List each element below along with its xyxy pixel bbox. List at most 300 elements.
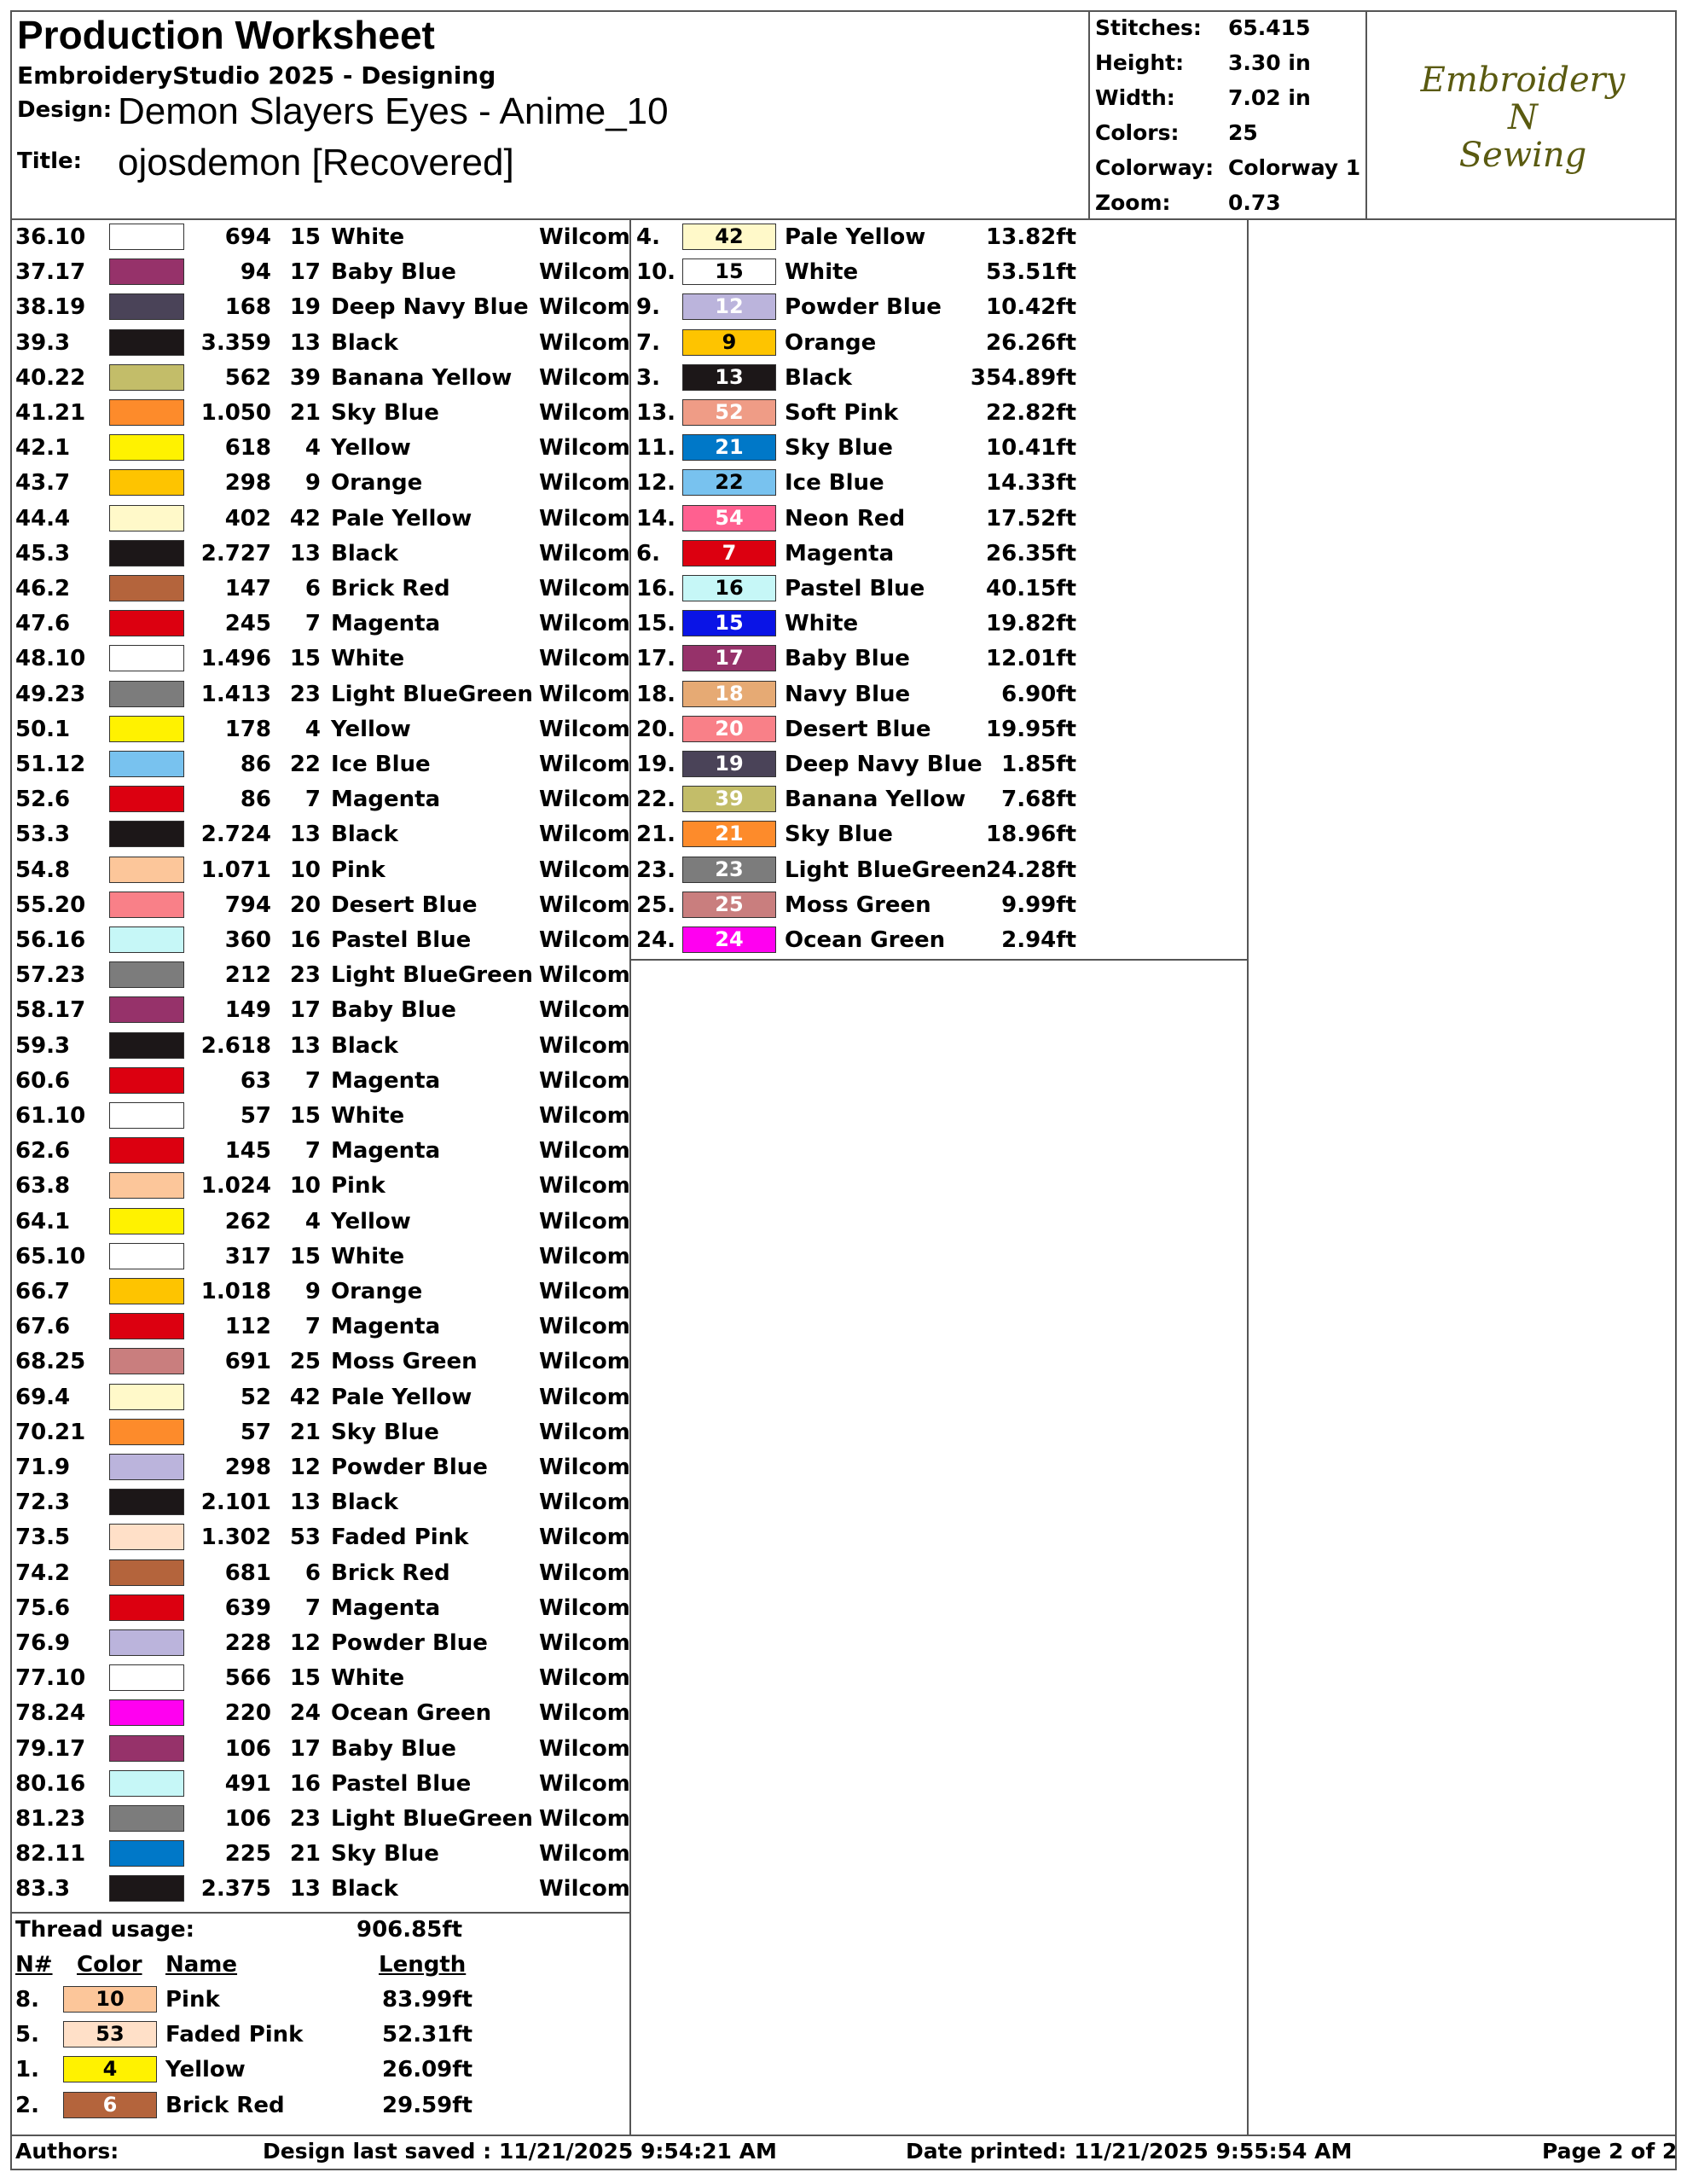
thread-brand: Wilcom (539, 1349, 630, 1375)
thread-code: 42 (289, 505, 321, 531)
usage-index: 20. (636, 716, 676, 742)
usage-color-swatch: 12 (682, 293, 776, 320)
color-swatch (109, 1805, 184, 1832)
usage-thread-name: Yellow (165, 2057, 246, 2083)
thread-usage-row (636, 431, 1247, 466)
thread-code: 10 (289, 1173, 321, 1199)
sequence-row (15, 220, 629, 255)
seq-number: 52. (15, 787, 55, 813)
color-swatch (109, 1664, 184, 1691)
thread-brand: Wilcom (539, 646, 630, 672)
usage-index: 5. (15, 2022, 39, 2048)
thread-usage-row (15, 1983, 629, 2018)
color-swatch (109, 1172, 184, 1199)
thread-usage-row (636, 255, 1247, 290)
thread-code: 39 (289, 364, 321, 391)
seq-number: 63. (15, 1173, 55, 1199)
thread-code: 7 (304, 1067, 321, 1094)
thread-code: 12 (289, 1630, 321, 1656)
needle-number: 22 (55, 364, 86, 391)
thread-brand: Wilcom (539, 1103, 630, 1129)
thread-brand: Wilcom (539, 1876, 630, 1902)
thread-code: 15 (289, 1665, 321, 1692)
needle-number: 17 (55, 259, 86, 286)
seq-number: 42. (15, 435, 55, 462)
seq-number: 57. (15, 962, 55, 989)
thread-brand: Wilcom (539, 787, 630, 813)
color-swatch (109, 1524, 184, 1550)
thread-code: 21 (289, 1419, 321, 1445)
seq-number: 61. (15, 1103, 55, 1129)
usage-index: 25. (636, 892, 676, 918)
color-swatch (109, 1102, 184, 1129)
color-swatch (109, 751, 184, 777)
sequence-row (15, 431, 629, 466)
thread-code: 4 (304, 716, 321, 742)
usage-length: 52.31ft (382, 2022, 472, 2048)
color-swatch (109, 399, 184, 426)
thread-name: Pale Yellow (331, 505, 472, 531)
stitch-count: 147 (224, 576, 271, 601)
seq-number: 55. (15, 892, 55, 918)
color-swatch (109, 364, 184, 391)
color-swatch (109, 1137, 184, 1164)
stitch-count: 298 (224, 1455, 271, 1480)
needle-number: 3 (55, 1032, 71, 1059)
usage-length: 29.59ft (382, 2092, 472, 2118)
thread-usage-row (636, 642, 1247, 677)
color-swatch (109, 1313, 184, 1339)
stitch-count: 1.024 (200, 1173, 271, 1199)
thread-usage-row (636, 607, 1247, 642)
sequence-row (15, 255, 629, 290)
title-value: ojosdemon [Recovered] (118, 142, 514, 183)
usage-thread-name: Magenta (785, 540, 895, 566)
seq-number: 73. (15, 1525, 55, 1551)
thread-code: 19 (289, 294, 321, 321)
usage-thread-name: White (785, 611, 859, 637)
color-swatch (109, 961, 184, 988)
usage-length: 18.96ft (986, 822, 1076, 848)
usage-index: 6. (636, 540, 660, 566)
thread-name: White (331, 1103, 405, 1129)
usage-thread-name: Pale Yellow (785, 224, 926, 250)
usage-index: 12. (636, 470, 676, 497)
needle-number: 5 (55, 1525, 71, 1551)
thread-code: 15 (289, 1243, 321, 1269)
needle-number: 12 (55, 752, 86, 777)
color-swatch (109, 857, 184, 883)
sequence-row (15, 1064, 629, 1099)
usage-length: 24.28ft (986, 857, 1076, 883)
needle-number: 2 (55, 576, 71, 601)
thread-code: 42 (289, 1384, 321, 1410)
thread-name: Baby Blue (331, 259, 456, 286)
thread-usage-row (636, 888, 1247, 923)
color-swatch (109, 329, 184, 356)
color-swatch (109, 1348, 184, 1374)
sequence-row (15, 1767, 629, 1802)
thread-code: 24 (289, 1700, 321, 1727)
stitch-count: 106 (224, 1735, 271, 1762)
color-swatch (109, 293, 184, 320)
thread-brand: Wilcom (539, 1525, 630, 1551)
last-saved: Design last saved : 11/21/2025 9:54:21 AM (263, 2139, 777, 2164)
sequence-row (15, 782, 629, 817)
stitch-count: 2.724 (200, 822, 271, 848)
sequence-row (15, 1205, 629, 1240)
seq-number: 65. (15, 1243, 55, 1269)
thread-name: Ice Blue (331, 752, 431, 777)
thread-code: 7 (304, 787, 321, 813)
thread-code: 13 (289, 1490, 321, 1516)
stitch-count: 2.375 (200, 1876, 271, 1902)
thread-brand: Wilcom (539, 1455, 630, 1480)
sequence-row (15, 1696, 629, 1731)
thread-code: 9 (304, 470, 321, 497)
thread-code: 16 (289, 927, 321, 953)
needle-number: 7 (55, 470, 71, 497)
needle-number: 23 (55, 1806, 86, 1832)
thread-code: 17 (289, 997, 321, 1024)
thread-code: 20 (289, 892, 321, 918)
thread-code: 15 (289, 646, 321, 672)
needle-number: 3 (55, 540, 71, 566)
thread-usage-row (636, 361, 1247, 396)
page-title: Production Worksheet (17, 13, 435, 57)
usage-length: 12.01ft (986, 646, 1076, 672)
sequence-row (15, 326, 629, 361)
usage-thread-name: Baby Blue (785, 646, 910, 672)
usage-thread-name: Neon Red (785, 505, 906, 531)
thread-usage-row (636, 326, 1247, 361)
usage-thread-name: Faded Pink (165, 2022, 304, 2048)
seq-number: 79. (15, 1735, 55, 1762)
stitch-count: 681 (224, 1560, 271, 1586)
stitch-count: 317 (224, 1243, 271, 1269)
thread-name: Magenta (331, 787, 441, 813)
stitch-count: 112 (224, 1314, 271, 1340)
thread-name: Magenta (331, 1067, 441, 1094)
color-swatch (109, 996, 184, 1023)
thread-usage-row (636, 782, 1247, 817)
thread-usage-row (636, 537, 1247, 572)
needle-number: 7 (55, 1279, 71, 1304)
seq-number: 36. (15, 224, 55, 250)
needle-number: 9 (55, 1630, 71, 1656)
thread-code: 7 (304, 1594, 321, 1621)
thread-name: Black (331, 540, 398, 566)
usage-thread-name: Soft Pink (785, 400, 899, 426)
sequence-row (15, 1169, 629, 1204)
usage-color-swatch: 16 (682, 575, 776, 601)
needle-number: 10 (55, 224, 86, 250)
sequence-row (15, 1556, 629, 1591)
usage-length: 53.51ft (986, 259, 1076, 286)
stitch-count: 1.071 (200, 857, 271, 883)
thread-code: 17 (289, 1735, 321, 1762)
sequence-row (15, 817, 629, 852)
sequence-row (15, 1732, 629, 1767)
seq-number: 54. (15, 857, 55, 883)
thread-brand: Wilcom (539, 1138, 630, 1165)
stitch-count: 1.302 (200, 1525, 271, 1551)
thread-usage-row (636, 502, 1247, 537)
needle-number: 4 (55, 505, 71, 531)
seq-number: 69. (15, 1384, 55, 1410)
needle-number: 8 (55, 1173, 71, 1199)
usage-color-swatch: 15 (682, 258, 776, 285)
thread-code: 16 (289, 1770, 321, 1797)
thread-name: White (331, 1243, 405, 1269)
thread-name: Yellow (331, 716, 411, 742)
thread-brand: Wilcom (539, 611, 630, 637)
needle-number: 20 (55, 892, 86, 918)
color-swatch (109, 469, 184, 496)
thread-name: Pink (331, 1173, 386, 1199)
seq-number: 45. (15, 540, 55, 566)
thread-brand: Wilcom (539, 364, 630, 391)
sequence-row (15, 361, 629, 396)
thread-brand: Wilcom (539, 857, 630, 883)
seq-number: 68. (15, 1349, 55, 1375)
sequence-row (15, 1240, 629, 1275)
software-label: EmbroideryStudio 2025 - Designing (17, 61, 496, 90)
usage-index: 4. (636, 224, 660, 250)
sequence-row (15, 712, 629, 747)
seq-number: 51. (15, 752, 55, 777)
usage-index: 10. (636, 259, 676, 286)
thread-brand: Wilcom (539, 1067, 630, 1094)
seq-number: 38. (15, 294, 55, 321)
stitch-count: 86 (240, 787, 271, 813)
thread-usage-row (15, 2053, 629, 2088)
color-swatch (109, 575, 184, 601)
stitch-count: 228 (224, 1630, 271, 1656)
thread-brand: Wilcom (539, 1384, 630, 1410)
thread-brand: Wilcom (539, 505, 630, 531)
needle-number: 3 (55, 1876, 71, 1902)
sequence-row (15, 993, 629, 1028)
usage-color-swatch: 39 (682, 786, 776, 812)
stitch-count: 2.727 (200, 540, 271, 566)
usage-thread-name: Black (785, 364, 852, 391)
needle-number: 16 (55, 1770, 86, 1797)
usage-index: 3. (636, 364, 660, 391)
needle-number: 6 (55, 1067, 71, 1094)
usage-length: 10.41ft (986, 435, 1076, 462)
usage-index: 14. (636, 505, 676, 531)
thread-code: 6 (304, 1560, 321, 1586)
thread-brand: Wilcom (539, 329, 630, 356)
thread-name: Black (331, 1876, 398, 1902)
thread-name: Magenta (331, 1314, 441, 1340)
usage-index: 16. (636, 576, 676, 601)
thread-brand: Wilcom (539, 752, 630, 777)
stitch-count: 1.018 (200, 1279, 271, 1304)
thread-name: Black (331, 1490, 398, 1516)
seq-number: 53. (15, 822, 55, 848)
logo (1365, 10, 1678, 218)
thread-name: Baby Blue (331, 997, 456, 1024)
usage-color-swatch: 21 (682, 821, 776, 847)
sequence-row (15, 1450, 629, 1485)
column-divider-2 (1247, 218, 1249, 2136)
seq-number: 48. (15, 646, 55, 672)
color-swatch (109, 681, 184, 707)
thread-code: 4 (304, 1208, 321, 1234)
usage-color-swatch: 23 (682, 857, 776, 883)
thread-name: Light BlueGreen (331, 962, 533, 989)
thread-brand: Wilcom (539, 716, 630, 742)
stitch-count: 562 (224, 364, 271, 391)
thread-code: 21 (289, 400, 321, 426)
thread-code: 13 (289, 1876, 321, 1902)
thread-code: 15 (289, 224, 321, 250)
seq-number: 70. (15, 1419, 55, 1445)
thread-code: 23 (289, 1806, 321, 1832)
stitch-count: 2.618 (200, 1032, 271, 1059)
color-swatch (109, 786, 184, 812)
color-swatch (109, 1243, 184, 1269)
thread-brand: Wilcom (539, 1806, 630, 1832)
color-swatch (109, 1770, 184, 1797)
needle-number: 6 (55, 611, 71, 637)
thread-code: 23 (289, 681, 321, 707)
thread-usage-row (636, 220, 1247, 255)
thread-usage-row (636, 747, 1247, 782)
thread-code: 13 (289, 822, 321, 848)
needle-number: 24 (55, 1700, 86, 1727)
stitch-count: 94 (240, 259, 271, 286)
sequence-row (15, 396, 629, 431)
thread-usage-row (15, 2088, 629, 2123)
sequence-row (15, 1345, 629, 1380)
usage-length: 10.42ft (986, 294, 1076, 321)
thread-code: 4 (304, 435, 321, 462)
seq-number: 71. (15, 1455, 55, 1480)
usage-color-swatch: 21 (682, 434, 776, 461)
thread-brand: Wilcom (539, 435, 630, 462)
seq-number: 67. (15, 1314, 55, 1340)
usage-index: 23. (636, 857, 676, 883)
sequence-row (15, 747, 629, 782)
needle-number: 10 (55, 1665, 86, 1692)
seq-number: 81. (15, 1806, 55, 1832)
thread-name: Pink (331, 857, 386, 883)
usage-thread-name: Sky Blue (785, 435, 893, 462)
color-swatch (109, 1454, 184, 1480)
needle-number: 21 (55, 400, 86, 426)
seq-number: 78. (15, 1700, 55, 1727)
stitch-count: 1.496 (200, 646, 271, 672)
sequence-row (15, 466, 629, 501)
stitch-count: 3.359 (200, 329, 271, 356)
thread-name: Ocean Green (331, 1700, 492, 1727)
thread-name: Light BlueGreen (331, 1806, 533, 1832)
sequence-row (15, 1099, 629, 1134)
thread-name: White (331, 224, 405, 250)
thread-brand: Wilcom (539, 1594, 630, 1621)
sequence-row (15, 642, 629, 677)
seq-number: 72. (15, 1490, 55, 1516)
usage-length: 14.33ft (986, 470, 1076, 497)
thread-usage-total: Thread usage: 906.85ft (15, 1917, 463, 1943)
usage-length: 26.26ft (986, 329, 1076, 356)
stat-colors: Colors: 25 (1095, 120, 1258, 145)
usage-color-swatch: 53 (63, 2021, 157, 2048)
seq-number: 83. (15, 1876, 55, 1902)
color-swatch (109, 1032, 184, 1059)
color-swatch (109, 1875, 184, 1902)
sequence-row (15, 1134, 629, 1169)
thread-code: 9 (304, 1279, 321, 1304)
footer (14, 2135, 1678, 2168)
color-swatch (109, 258, 184, 285)
usage-index: 24. (636, 927, 676, 953)
usage-index: 19. (636, 752, 676, 777)
sequence-row (15, 607, 629, 642)
seq-number: 43. (15, 470, 55, 497)
thread-name: Moss Green (331, 1349, 478, 1375)
thread-code: 13 (289, 540, 321, 566)
needle-number: 10 (55, 1103, 86, 1129)
color-swatch (109, 1208, 184, 1234)
seq-number: 66. (15, 1279, 55, 1304)
usage-length: 26.09ft (382, 2057, 472, 2083)
thread-code: 10 (289, 857, 321, 883)
stitch-count: 360 (224, 927, 271, 953)
thread-brand: Wilcom (539, 1032, 630, 1059)
usage-thread-name: White (785, 259, 859, 286)
usage-length: 26.35ft (986, 540, 1076, 566)
stitch-count: 63 (240, 1067, 271, 1094)
stitch-count: 225 (224, 1841, 271, 1867)
thread-brand: Wilcom (539, 1279, 630, 1304)
needle-number: 19 (55, 294, 86, 321)
date-printed: Date printed: 11/21/2025 9:55:54 AM (906, 2139, 1353, 2164)
usage-thread-name: Deep Navy Blue (785, 752, 983, 777)
usage-color-swatch: 19 (682, 751, 776, 777)
thread-brand: Wilcom (539, 1208, 630, 1234)
thread-name: White (331, 1665, 405, 1692)
thread-name: Deep Navy Blue (331, 294, 529, 321)
usage-index: 18. (636, 681, 676, 707)
thread-usage-row (636, 817, 1247, 852)
sequence-row (15, 1872, 629, 1907)
usage-index: 1. (15, 2057, 39, 2083)
usage-length: 22.82ft (986, 400, 1076, 426)
stitch-count: 639 (224, 1594, 271, 1621)
thread-code: 53 (289, 1525, 321, 1551)
needle-number: 6 (55, 1594, 71, 1621)
usage-thread-name: Ocean Green (785, 927, 946, 953)
seq-number: 56. (15, 927, 55, 953)
logo-text: Embroidery N Sewing (1420, 61, 1626, 175)
usage-color-swatch: 13 (682, 364, 776, 391)
usage-index: 17. (636, 646, 676, 672)
seq-number: 44. (15, 505, 55, 531)
usage-color-swatch: 52 (682, 399, 776, 426)
page-number: Page 2 of 2 (1542, 2139, 1678, 2164)
sequence-row (15, 1591, 629, 1626)
thread-name: Desert Blue (331, 892, 478, 918)
usage-index: 22. (636, 787, 676, 813)
color-swatch (109, 610, 184, 636)
seq-number: 49. (15, 681, 55, 707)
stitch-count: 57 (240, 1103, 271, 1129)
sequence-row (15, 572, 629, 607)
